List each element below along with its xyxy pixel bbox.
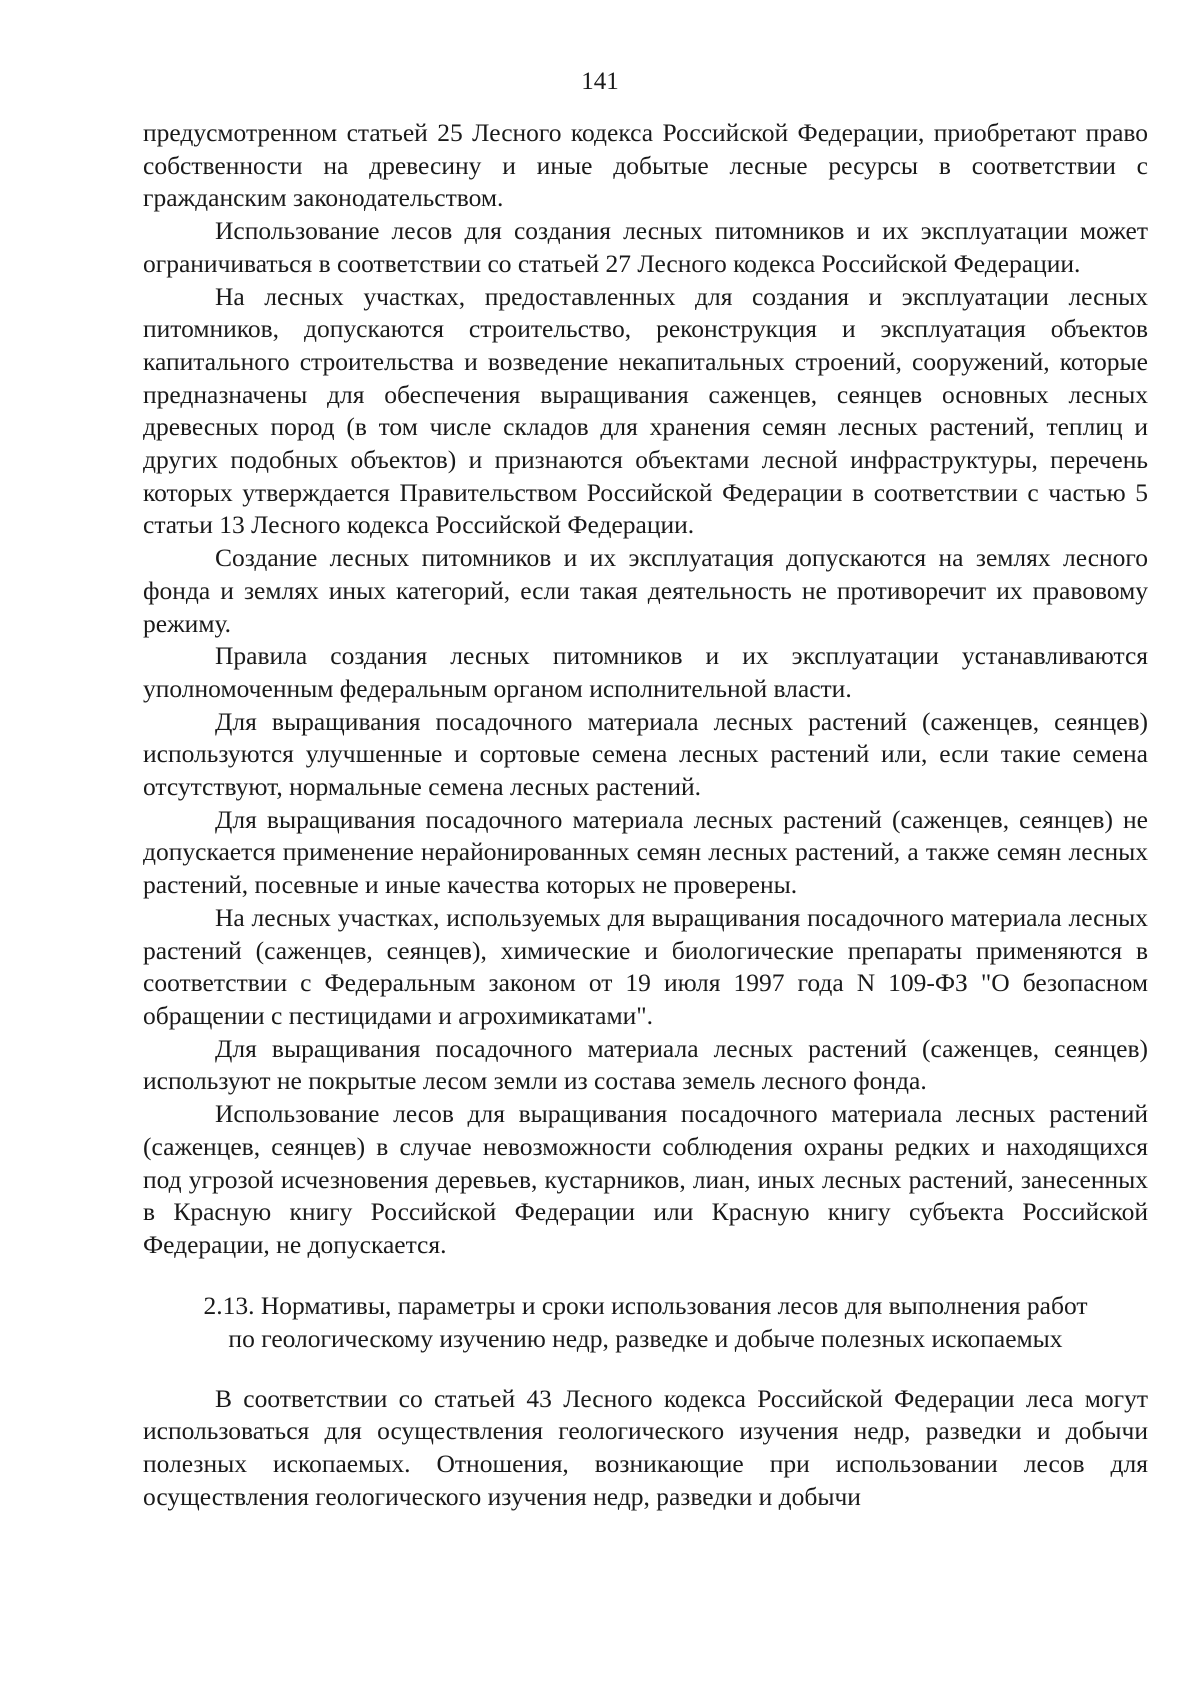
paragraph-nursery-infrastructure: На лесных участках, предоставленных для создания и эксплуатации лесных питомников, допускаются строительство, реконструкция и эксплуатация объектов капитального строительства и возведение некапитальных строений, сооружений, которые предназначены для обеспечения выращивания саженцев, сеянцев основных лесных древесных пород (в том числе складов для хранения семян лесных растений, теплиц и других подобных объектов) и признаются объектами лесной инфраструктуры, перечень которых утверждается Правительством Российской Федерации в соответствии с частью 5 статьи 13 Лесного кодекса Российской Федерации. [143, 281, 1148, 540]
section-heading [143, 1289, 1148, 1355]
paragraph-nursery-rules: Правила создания лесных питомников и их эксплуатации устанавливаются уполномоченным федеральным органом исполнительной власти. [143, 641, 1148, 703]
section-heading-line-1: 2.13. Нормативы, параметры и сроки использования лесов для выполнения работ [203, 1290, 1088, 1320]
paragraph-red-book: Использование лесов для выращивания посадочного материала лесных растений (саженцев, сеянцев) в случае невозможности соблюдения охраны редких и находящихся под угрозой исчезновения деревьев, кустарников, лиан, иных лесных растений, занесенных в Красную книгу Российской Федерации или Красную книгу субъекта Российской Федерации, не допускается. [143, 1099, 1148, 1259]
paragraph-non-forested-lands: Для выращивания посадочного материала лесных растений (саженцев, сеянцев) используют не покрытые лесом земли из состава земель лесного фонда. [143, 1033, 1148, 1096]
paragraph-nursery-lands: Создание лесных питомников и их эксплуатация допускаются на землях лесного фонда и землях иных категорий, если такая деятельность не противоречит их правовому режиму. [143, 543, 1148, 638]
document-body [143, 117, 1148, 1513]
page-number: 141 [581, 68, 619, 95]
paragraph-nursery-restriction: Использование лесов для создания лесных питомников и их эксплуатации может ограничиваться в соответствии со статьей 27 Лесного кодекса Российской Федерации. [143, 216, 1148, 278]
paragraph-improved-seeds: Для выращивания посадочного материала лесных растений (саженцев, сеянцев) используются улучшенные и сортовые семена лесных растений или, если такие семена отсутствуют, нормальные семена лесных растений. [143, 706, 1148, 802]
paragraph-pesticides: На лесных участках, используемых для выращивания посадочного материала лесных растений (саженцев, сеянцев), химические и биологические препараты применяются в соответствии с Федеральным законом от 19 июля 1997 года N 109-ФЗ "О безопасном обращении с пестицидами и агрохимикатами". [143, 902, 1148, 1030]
section-heading-line-2: по геологическому изучению недр, разведке и добыче полезных ископаемых [228, 1323, 1063, 1353]
paragraph-continuation: предусмотренном статьей 25 Лесного кодекса Российской Федерации, приобретают право собственности на древесину и иные добытые лесные ресурсы в соответствии с гражданским законодательством. [143, 118, 1148, 213]
paragraph-geology: В соответствии со статьей 43 Лесного кодекса Российской Федерации леса могут использоваться для осуществления геологического изучения недр, разведки и добычи полезных ископаемых. Отношения, возникающие при использовании лесов для осуществления геологического изучения недр, разведки и добычи [143, 1383, 1148, 1511]
paragraph-unzoned-seeds: Для выращивания посадочного материала лесных растений (саженцев, сеянцев) не допускается применение нерайонированных семян лесных растений, а также семян лесных растений, посевные и иные качества которых не проверены. [143, 804, 1148, 900]
